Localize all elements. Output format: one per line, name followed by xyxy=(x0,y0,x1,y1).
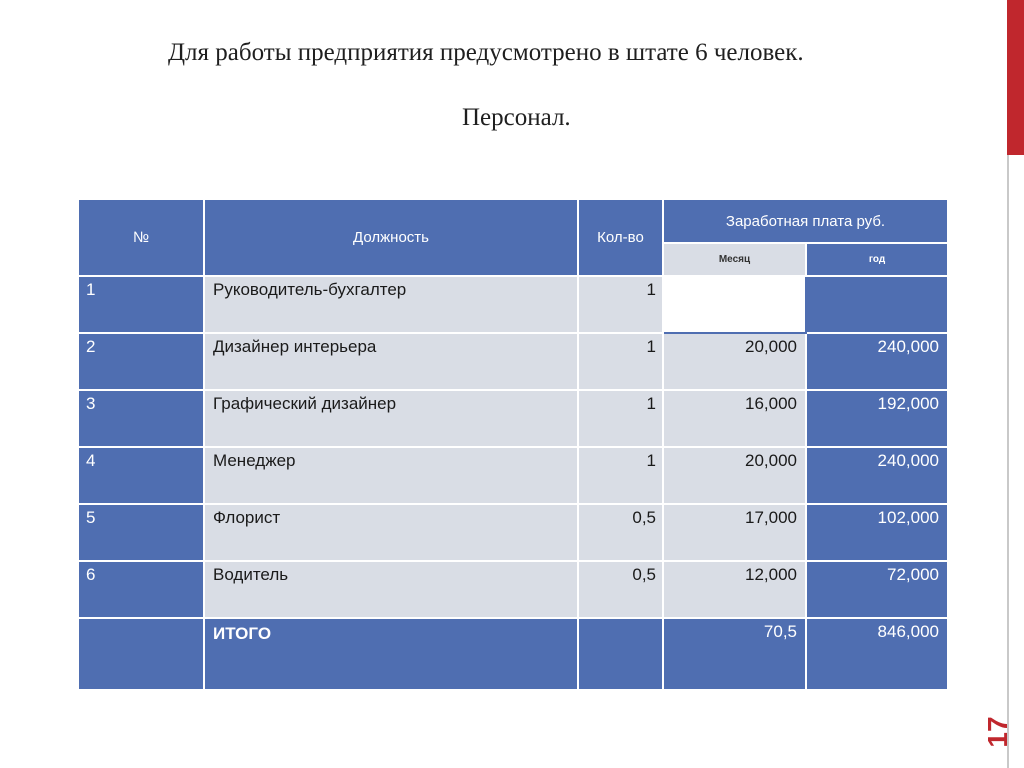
total-month: 70,5 xyxy=(663,618,806,690)
cell-position: Графический дизайнер xyxy=(204,390,578,447)
page-number: 17 xyxy=(982,716,1013,748)
side-divider xyxy=(1007,155,1009,768)
cell-num: 6 xyxy=(78,561,204,618)
table-row xyxy=(78,333,948,390)
cell-year: 240,000 xyxy=(806,447,948,504)
total-qty xyxy=(578,618,663,690)
cell-year: 102,000 xyxy=(806,504,948,561)
staff-table xyxy=(77,198,949,691)
table-row xyxy=(78,276,948,333)
cell-month xyxy=(663,276,806,333)
table-row xyxy=(78,390,948,447)
table-row xyxy=(78,561,948,618)
total-row xyxy=(78,618,948,690)
cell-num: 5 xyxy=(78,504,204,561)
cell-qty: 0,5 xyxy=(578,504,663,561)
cell-month: 17,000 xyxy=(663,504,806,561)
cell-position: Дизайнер интерьера xyxy=(204,333,578,390)
section-subtitle: Персонал. xyxy=(462,104,571,131)
cell-qty: 1 xyxy=(578,390,663,447)
total-label: ИТОГО xyxy=(204,618,578,690)
cell-num: 1 xyxy=(78,276,204,333)
table-row xyxy=(78,447,948,504)
header-num: № xyxy=(78,199,204,276)
cell-qty: 1 xyxy=(578,333,663,390)
cell-num: 4 xyxy=(78,447,204,504)
cell-month: 20,000 xyxy=(663,447,806,504)
cell-month: 12,000 xyxy=(663,561,806,618)
total-empty-cell xyxy=(78,618,204,690)
cell-year: 192,000 xyxy=(806,390,948,447)
header-qty: Кол-во xyxy=(578,199,663,276)
header-year: год xyxy=(806,243,948,276)
cell-num: 3 xyxy=(78,390,204,447)
header-salary: Заработная плата руб. xyxy=(663,199,948,243)
cell-month: 20,000 xyxy=(663,333,806,390)
cell-qty: 1 xyxy=(578,447,663,504)
cell-year: 240,000 xyxy=(806,333,948,390)
cell-month: 16,000 xyxy=(663,390,806,447)
intro-paragraph: Для работы предприятия предусмотрено в штате 6 человек. xyxy=(168,39,804,66)
cell-position: Водитель xyxy=(204,561,578,618)
cell-position: Менеджер xyxy=(204,447,578,504)
cell-position: Руководитель-бухгалтер xyxy=(204,276,578,333)
cell-year xyxy=(806,276,948,333)
header-position: Должность xyxy=(204,199,578,276)
cell-position: Флорист xyxy=(204,504,578,561)
cell-year: 72,000 xyxy=(806,561,948,618)
table-row xyxy=(78,504,948,561)
side-decoration xyxy=(1007,0,1024,768)
side-red-bar xyxy=(1007,0,1024,155)
cell-qty: 1 xyxy=(578,276,663,333)
total-year: 846,000 xyxy=(806,618,948,690)
header-month: Месяц xyxy=(663,243,806,276)
cell-num: 2 xyxy=(78,333,204,390)
cell-qty: 0,5 xyxy=(578,561,663,618)
